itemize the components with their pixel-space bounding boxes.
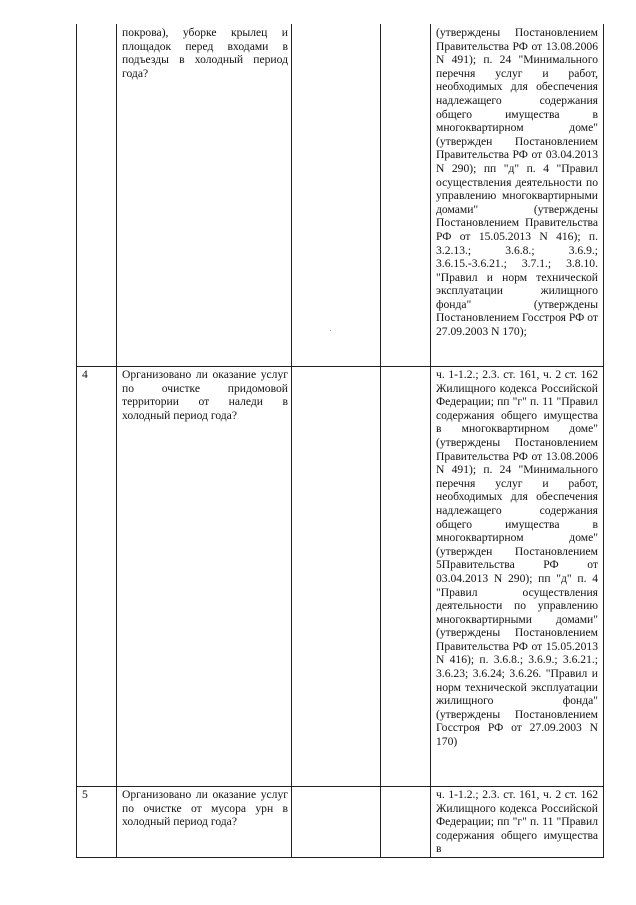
row-number: 4: [82, 368, 88, 381]
table-border-bottom: [76, 857, 604, 858]
table-column-divider: [291, 24, 292, 858]
legal-reference-continued: (утверждены Постановлением Правительства РФ от 13.08.2006 N 491); п. 24 "Минимального перечня услуг и работ, необходимых для обеспечения надлежащего содержания общего имущества в многоквартирном доме" (утвержден Постановлением Правительства РФ от 03.04.2013 N 290); пп "д" п. 4 "Правил осуществления деятельности по управлению многоквартирными домами" (утверждены Постановлением Правительства РФ от 15.05.2013 N 416); п. 3.2.13.; 3.6.8.; 3.6.9.; 3.6.15.-3.6.21.; 3.7.1.; 3.8.10. "Правил и норм технической эксплуатации жилищного фонда" (утверждены Постановлением Госстроя РФ от 27.09.2003 N 170);: [436, 26, 598, 339]
row-divider: [76, 366, 604, 367]
question-text: Организовано ли оказание услуг по очистке придомовой территории от наледи в холодный период года?: [122, 368, 288, 422]
question-text: Организовано ли оказание услуг по очистке от мусора урн в холодный период года?: [122, 788, 288, 829]
row-divider: [76, 786, 604, 787]
legal-reference: ч. 1-1.2.; 2.3. ст. 161, ч. 2 ст. 162 Жилищного кодекса Российской Федерации; пп "г" п. 11 "Правил содержания общего имущества в: [436, 788, 598, 856]
table-column-divider: [430, 24, 431, 858]
legal-reference: ч. 1-1.2.; 2.3. ст. 161, ч. 2 ст. 162 Жилищного кодекса Российской Федерации; пп "г" п. 11 "Правил содержания общего имущества в многоквартирном доме" (утверждены Постановлением Правительства РФ от 13.08.2006 N 491); п. 24 "Минимального перечня услуг и работ, необходимых для обеспечения надлежащего содержания общего имущества в многоквартирном доме" (утвержден Постановлением 5Правительства РФ от 03.04.2013 N 290); пп "д" п. 4 "Правил осуществления деятельности по управлению многоквартирными домами" (утверждены Постановлением Правительства РФ от 15.05.2013 N 416); п. 3.6.8.; 3.6.9.; 3.6.21.; 3.6.23; 3.6.24; 3.6.26. "Правил и норм технической эксплуатации жилищного фонда" (утверждены Постановлением Госстроя РФ от 27.09.2003 N 170): [436, 368, 598, 749]
table-border-right: [603, 24, 604, 858]
table-border-left: [76, 24, 77, 858]
question-text-continued: покрова), уборке крылец и площадок перед входами в подъезды в холодный период года?: [122, 26, 288, 80]
table-column-divider: [380, 24, 381, 858]
table-column-divider: [116, 24, 117, 858]
scan-speck: [330, 330, 331, 331]
row-number: 5: [82, 788, 88, 801]
